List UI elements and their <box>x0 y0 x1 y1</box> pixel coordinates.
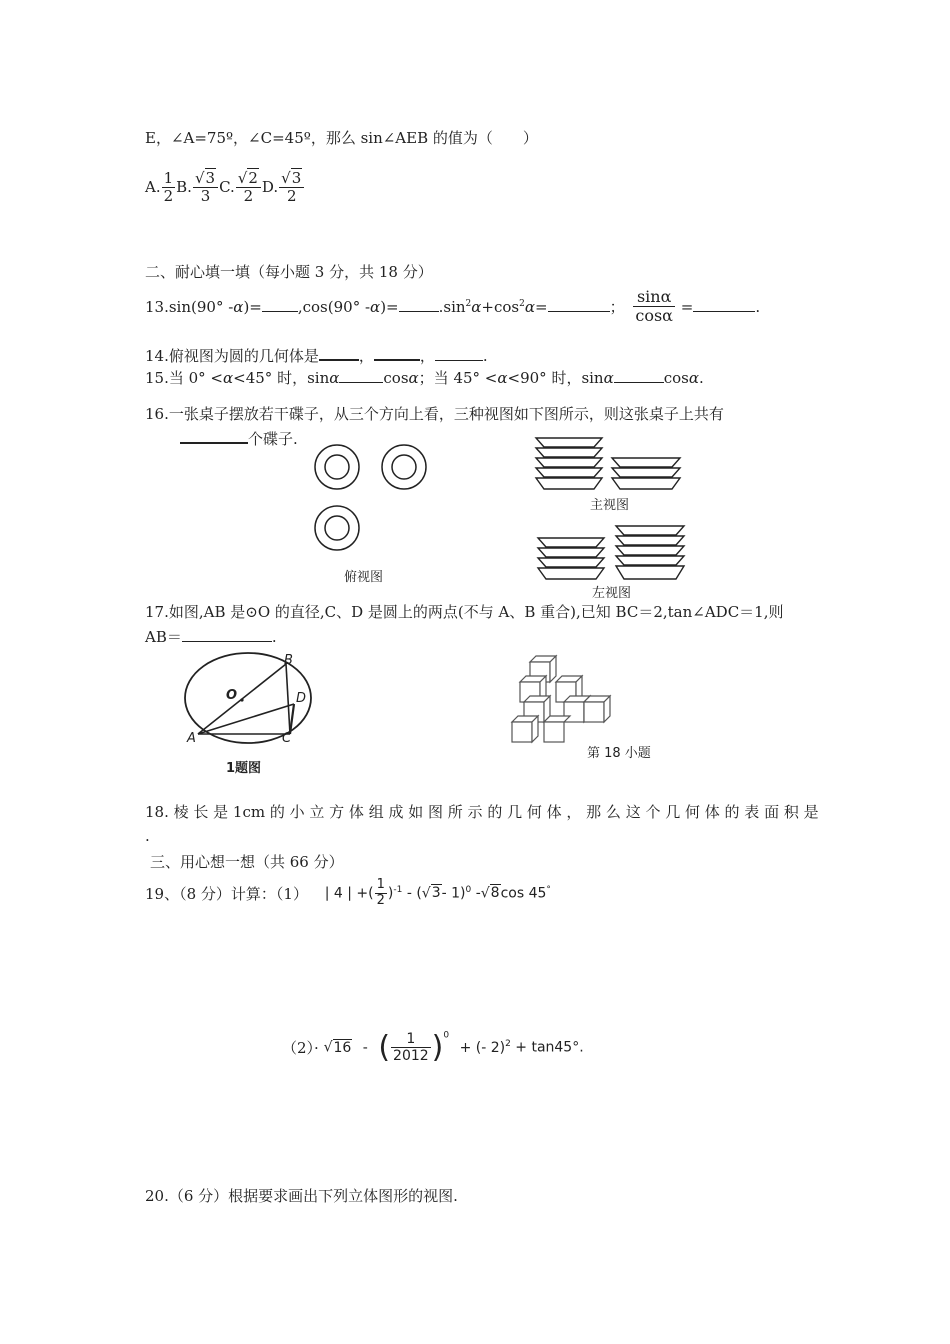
cube-figure-caption: 第 18 小题 <box>587 746 651 761</box>
top-view-caption: 俯视图 <box>344 570 384 585</box>
section-2-heading: 二、耐心填一填（每小题 3 分，共 18 分） <box>145 263 433 281</box>
q19-part2: （2）· √16 - ( $\frac{1}{2012}$ )$^0$ + (- 2)$^2$ + tan45°. <box>282 1030 584 1065</box>
plate-circle-icon <box>315 506 359 550</box>
option-c-fraction: $\frac{√2}{2}$ <box>236 170 261 206</box>
label-o: O <box>226 688 238 703</box>
option-d: D. <box>261 177 279 196</box>
left-view-figure <box>536 524 688 582</box>
q12-options <box>145 170 305 206</box>
left-view-caption: 左视图 <box>592 586 632 601</box>
option-b: B. <box>176 177 192 196</box>
option-d-fraction: $\frac{√3}{2}$ <box>279 170 304 206</box>
plate-circle-icon <box>382 445 426 489</box>
top-view-figure <box>310 440 440 555</box>
q19-part1: 19、（8 分）计算：（1） | 4 | +( $\frac{1}{2}$ )$^{-1}$ - (√3- 1)$^0$ -√8cos 45° <box>145 877 551 908</box>
option-b-fraction: $\frac{√3}{3}$ <box>193 170 218 206</box>
q16-line1: 16.一张桌子摆放若干碟子，从三个方向上看，三种视图如下图所示，则这张桌子上共有 <box>145 405 724 423</box>
q13-fraction: $\frac{\sin\alpha}{\cos\alpha}$ <box>635 287 673 326</box>
cube-stack-figure <box>508 652 612 746</box>
plate-circle-icon <box>315 445 359 489</box>
front-view-figure <box>534 436 684 496</box>
label-b: B <box>284 653 293 668</box>
q12-stem: E，∠A=75º，∠C=45º，那么 sin∠AEB 的值为（ ） <box>145 129 538 147</box>
q17-line1: 17.如图,AB 是⊙O 的直径,C、D 是圆上的两点(不与 A、B 重合),已知 BC＝2,tan∠ADC＝1,则 <box>145 603 784 621</box>
q18-line2: . <box>145 827 150 845</box>
q17-line2: AB＝ . <box>145 628 277 646</box>
option-a-fraction: $\frac{1}{2}$ <box>163 169 174 206</box>
q15: 15.当 0° <α<45° 时，sinα cosα；当 45° <α<90° 时，sinα cosα. <box>145 369 704 387</box>
q17-figure-caption: 1题图 <box>226 761 262 776</box>
front-view-caption: 主视图 <box>590 498 630 513</box>
q20: 20.（6 分）根据要求画出下列立体图形的视图. <box>145 1187 458 1205</box>
label-d: D <box>296 691 307 706</box>
q17-circle-figure <box>178 648 318 750</box>
year-fraction: $\frac{1}{2012}$ <box>393 1030 429 1064</box>
q13: 13.sin(90° -α)= ,cos(90° $-\alpha)= .\sin^2\alpha+\cos^2\alpha=$ ； $\frac{\sin\alpha}{\cos\alpha}$ = . <box>145 287 761 326</box>
half-fraction: $\frac{1}{2}$ <box>376 877 385 908</box>
label-c: C <box>282 731 292 746</box>
q14: 14.俯视图为圆的几何体是 ， ， . <box>145 347 488 365</box>
option-a: A. <box>145 177 161 196</box>
label-a: A <box>187 731 196 746</box>
option-c: C. <box>219 177 235 196</box>
section-3-heading: 三、用心想一想（共 66 分） <box>150 853 344 871</box>
q18-line1: 18. 棱 长 是 1cm 的 小 立 方 体 组 成 如 图 所 示 的 几 何 体 ， 那 么 这 个 几 何 体 的 表 面 积 是 <box>145 803 819 821</box>
q16-line2: 个碟子. <box>180 428 298 449</box>
